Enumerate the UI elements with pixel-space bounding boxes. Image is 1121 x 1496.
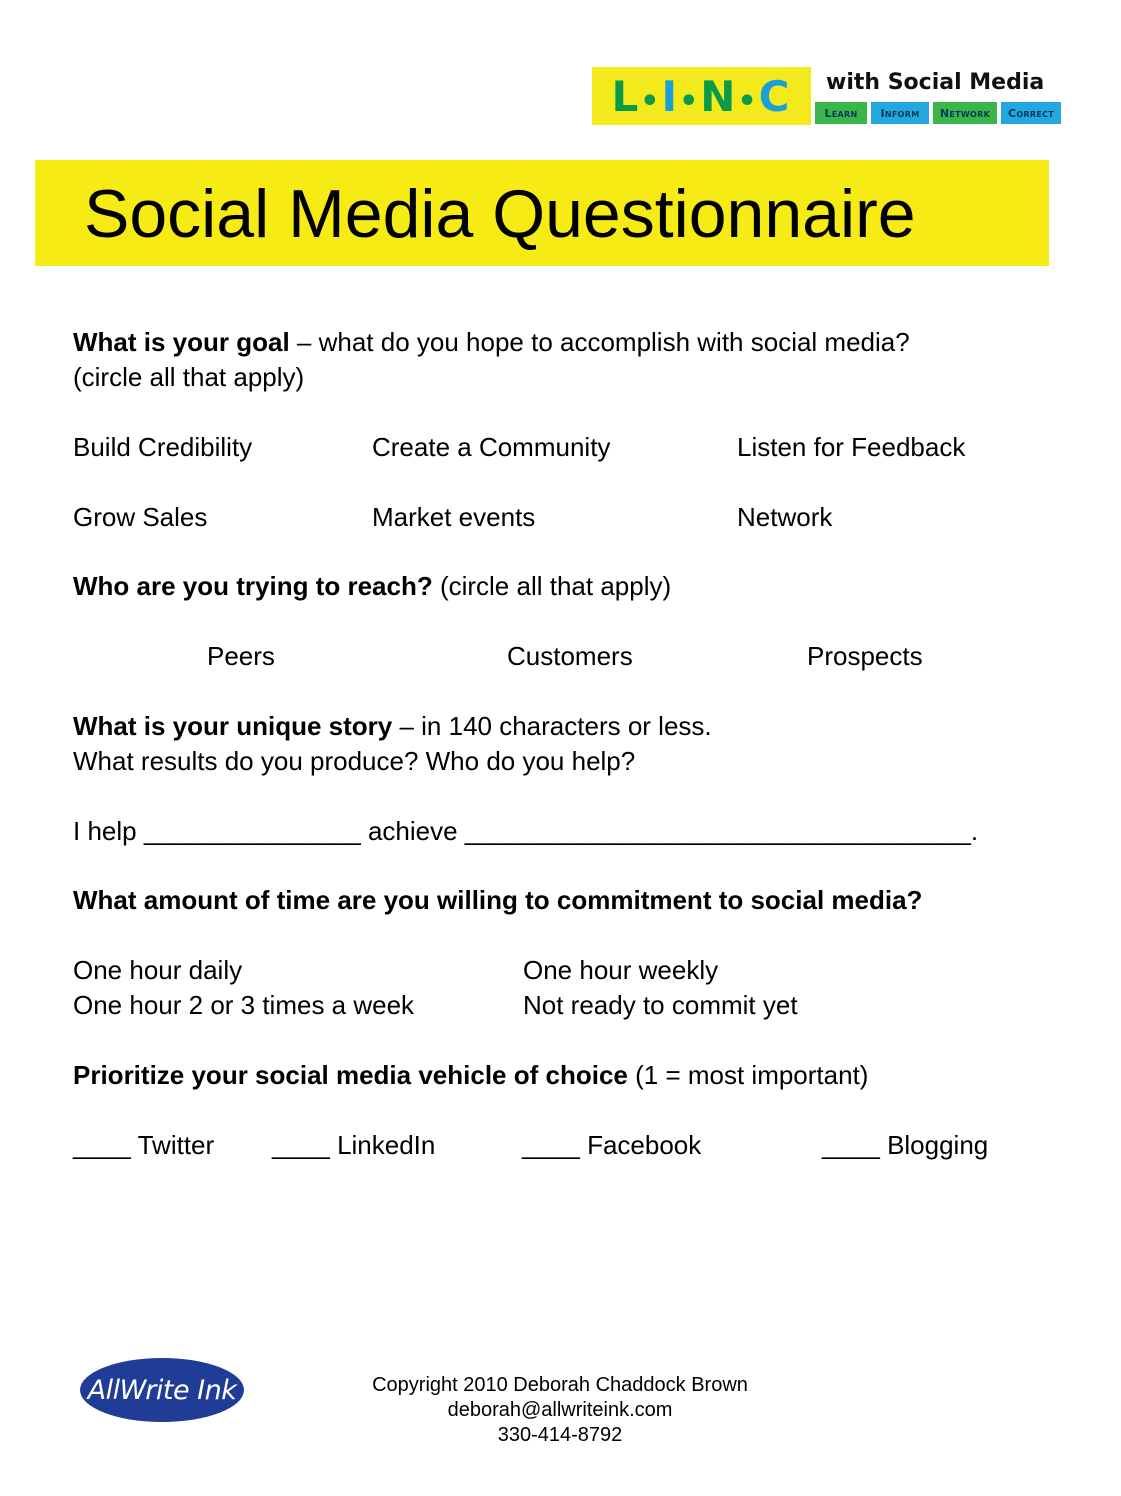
option-one-hour-daily[interactable]: One hour daily [73,955,243,985]
allwrite-ink-logo [80,1358,244,1422]
option-grow-sales[interactable]: Grow Sales [73,502,208,532]
badge-network: Network [933,102,997,124]
question-prioritize-rest: (1 = most important) [627,1060,869,1090]
logo-letter-l: L [611,71,641,121]
question-story-rest: – in 140 characters or less. [392,711,712,741]
question-goal-bold: What is your goal [73,327,290,357]
footer-phone: 330-414-8792 [497,1424,623,1446]
page-title: Social Media Questionnaire [84,176,916,252]
rank-twitter[interactable]: ____ Twitter [73,1130,215,1160]
question-goal-rest: – what do you hope to accomplish with social media? [289,327,910,357]
footer-email[interactable]: deborah@allwriteink.com [447,1399,673,1421]
question-prioritize [73,1058,868,1093]
linc-logo-letters: L•I•N•C [611,71,792,121]
option-listen-feedback[interactable]: Listen for Feedback [737,432,966,462]
question-prioritize-bold: Prioritize your social media vehicle of choice [73,1060,628,1090]
badge-learn: Learn [815,102,867,124]
question-reach [73,569,671,604]
question-time: What amount of time are you willing to commitment to social media? [73,885,923,915]
question-goal [73,325,910,360]
logo-tagline: with Social Media [826,70,1045,95]
story-fill-in-line[interactable]: I help _______________ achieve ___________________________________. [73,816,979,846]
option-build-credibility[interactable]: Build Credibility [73,432,253,462]
logo-letter-i: I [661,71,680,121]
option-create-community[interactable]: Create a Community [372,432,611,462]
option-not-ready[interactable]: Not ready to commit yet [523,990,798,1020]
badge-inform: Inform [871,102,929,124]
option-peers[interactable]: Peers [207,641,275,671]
question-reach-rest: (circle all that apply) [432,571,672,601]
rank-linkedin[interactable]: ____ LinkedIn [272,1130,436,1160]
rank-facebook[interactable]: ____ Facebook [522,1130,702,1160]
option-one-hour-weekly[interactable]: One hour weekly [523,955,719,985]
logo-badges [815,102,1061,124]
logo-letter-c: C [758,71,792,121]
option-2-3-times-week[interactable]: One hour 2 or 3 times a week [73,990,415,1020]
badge-correct: Correct [1001,102,1061,124]
allwrite-ink-logo-text: AllWrite Ink [87,1374,237,1406]
rank-blogging[interactable]: ____ Blogging [822,1130,989,1160]
footer-copyright: Copyright 2010 Deborah Chaddock Brown [372,1374,748,1396]
option-customers[interactable]: Customers [507,641,633,671]
question-story [73,709,712,744]
linc-logo [592,67,811,125]
question-story-sub: What results do you produce? Who do you help? [73,746,636,776]
question-story-bold: What is your unique story [73,711,393,741]
option-market-events[interactable]: Market events [372,502,536,532]
option-prospects[interactable]: Prospects [807,641,923,671]
logo-letter-n: N [700,71,738,121]
question-reach-bold: Who are you trying to reach? [73,571,433,601]
option-network[interactable]: Network [737,502,833,532]
question-goal-note: (circle all that apply) [73,362,305,392]
